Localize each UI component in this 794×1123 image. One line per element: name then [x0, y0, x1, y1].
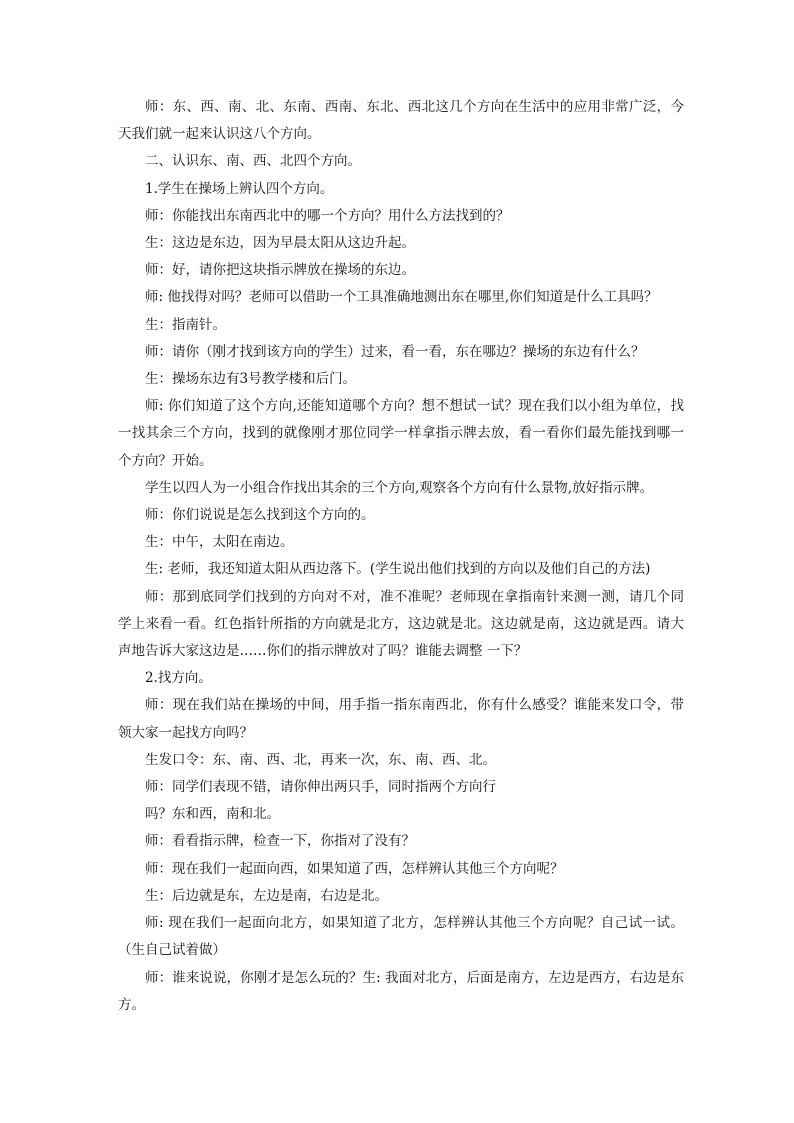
- paragraph: 学生以四人为一小组合作找出其余的三个方向,观察各个方向有什么景物,放好指示牌。: [145, 479, 654, 496]
- paragraph: 吗？东和西，南和北。: [145, 806, 280, 823]
- paragraph: 生发口令：东、南、西、北，再来一次，东、南、西、北。: [145, 751, 496, 768]
- paragraph: 师: 你们知道了这个方向,还能知道哪个方向？想不想试一试？现在我们以小组为单位，找一找其余三个方向，找到的就像刚才那位同学一样拿指示牌去放，看一看你们最先能找到哪一个方向？开始。: [118, 398, 684, 469]
- paragraph: 师: 现在我们一起面向北方，如果知道了北方，怎样辨认其他三个方向呢？自己试一试。（生自己试着做）: [118, 915, 684, 959]
- paragraph: 师：请你（刚才找到该方向的学生）过来，看一看，东在哪边？操场的东边有什么？: [145, 343, 645, 360]
- paragraph: 师：现在我们一起面向西，如果知道了西，怎样辨认其他三个方向呢？: [145, 860, 564, 877]
- paragraph: 师：同学们表现不错，请你伸出两只手，同时指两个方向行: [145, 779, 496, 796]
- paragraph: 师：好，请你把这块指示牌放在操场的东边。: [145, 262, 415, 279]
- paragraph: 生：后边就是东，左边是南，右边是北。: [145, 887, 388, 904]
- paragraph: 师: 他找得对吗？老师可以借助一个工具准确地测出东在哪里,你们知道是什么工具吗？: [145, 289, 658, 306]
- subsection-heading: 1.学生在操场上辨认四个方向。: [145, 180, 334, 197]
- paragraph: 生: 老师，我还知道太阳从西边落下。(学生说出他们找到的方向以及他们自己的方法): [145, 561, 651, 578]
- paragraph: 师：现在我们站在操场的中间，用手指一指东南西北，你有什么感受？谁能来发口令，带领大家一起找方向吗？: [118, 697, 684, 741]
- paragraph: 师：那到底同学们找到的方向对不对，准不准呢？老师现在拿指南针来测一测，请几个同学上来看一看。红色指针所指的方向就是北方，这边就是北。这边就是南，这边就是西。请大声地告诉大家这边是……你们的指示牌放对了吗？谁能去调整 一下？: [118, 588, 684, 660]
- paragraph: 生：中午，太阳在南边。: [145, 534, 294, 551]
- paragraph: 师：你能找出东南西北中的哪一个方向？用什么方法找到的？: [145, 207, 510, 224]
- document-body: [118, 94, 684, 1019]
- paragraph: 师：谁来说说，你刚才是怎么玩的？生: 我面对北方，后面是南方，左边是西方，右边是东方。: [118, 969, 684, 1013]
- paragraph: 师：看看指示牌，检查一下，你指对了没有？: [145, 833, 415, 850]
- paragraph: 生：这边是东边，因为早晨太阳从这边升起。: [145, 235, 415, 252]
- subsection-heading: 2.找方向。: [145, 670, 212, 687]
- paragraph: 师：你们说说是怎么找到这个方向的。: [145, 507, 375, 524]
- paragraph: 师：东、西、南、北、东南、西南、东北、西北这几个方向在生活中的应用非常广泛，今天我们就一起来认识这八个方向。: [118, 99, 684, 143]
- paragraph: 生：操场东边有3号教学楼和后门。: [145, 371, 357, 388]
- paragraph: 生：指南针。: [145, 316, 226, 333]
- section-heading: 二、认识东、南、西、北四个方向。: [145, 153, 361, 170]
